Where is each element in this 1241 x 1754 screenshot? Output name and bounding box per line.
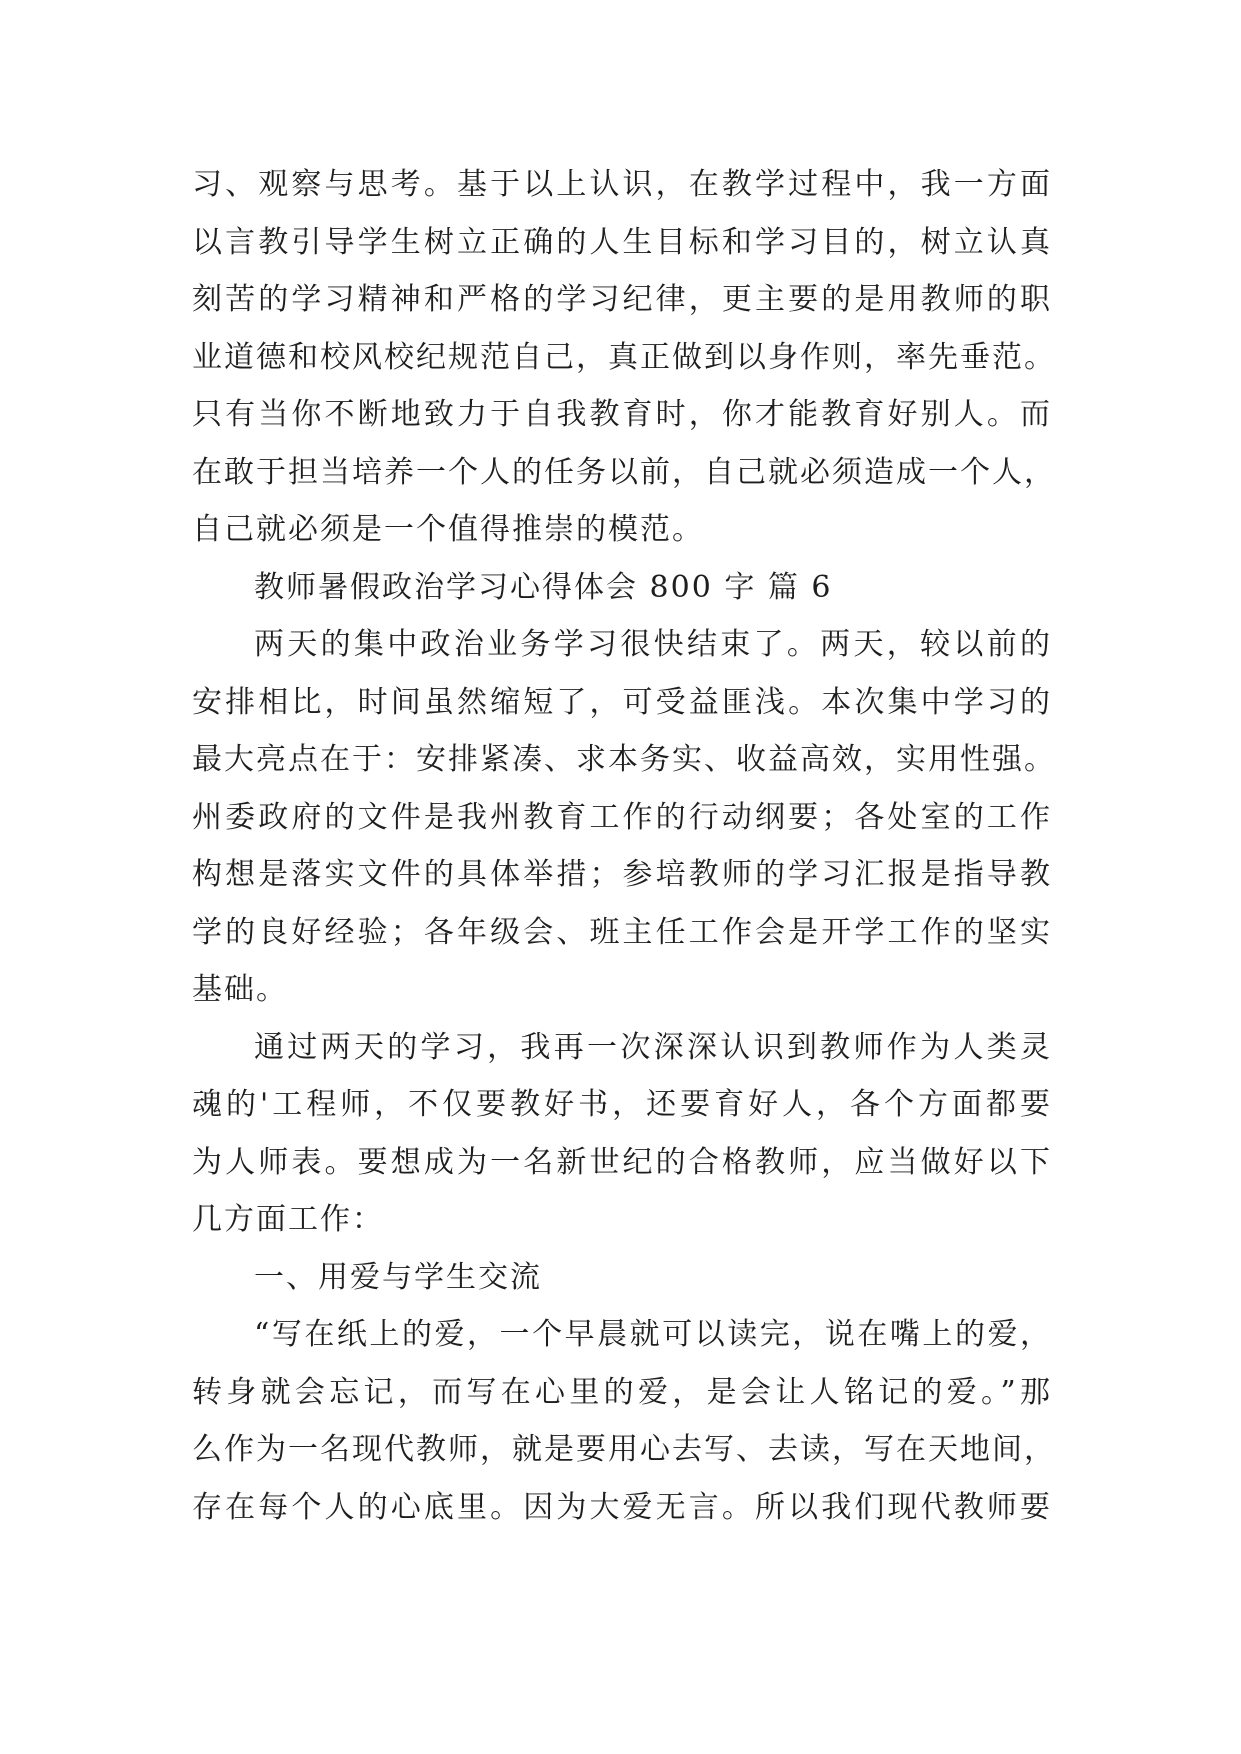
text-line: 安排相比，时间虽然缩短了，可受益匪浅。本次集中学习的 <box>192 684 1052 720</box>
text-line: 业道德和校风校纪规范自己，真正做到以身作则，率先垂范。 <box>192 339 1056 375</box>
text-line: 魂的'工程师，不仅要教好书，还要育好人，各个方面都要 <box>192 1087 1052 1122</box>
text-line: 州委政府的文件是我州教育工作的行动纲要；各处室的工作 <box>192 799 1052 835</box>
text-line: 刻苦的学习精神和严格的学习纪律，更主要的是用教师的职 <box>192 282 1052 317</box>
text-line: 存在每个人的心底里。因为大爱无言。所以我们现代教师要 <box>192 1489 1052 1525</box>
text-line: 转身就会忘记，而写在心里的爱，是会让人铭记的爱。”那 <box>192 1374 1052 1410</box>
text-line: 习、观察与思考。基于以上认识，在教学过程中，我一方面 <box>192 167 1052 202</box>
text-line: 学的良好经验；各年级会、班主任工作会是开学工作的坚实 <box>192 914 1052 950</box>
text-line: 在敢于担当培养一个人的任务以前，自己就必须造成一个人， <box>192 454 1056 490</box>
text-line: 自己就必须是一个值得推崇的模范。 <box>192 512 704 547</box>
text-line: “写在纸上的爱，一个早晨就可以读完，说在嘴上的爱， <box>254 1317 1052 1352</box>
text-line: 通过两天的学习，我再一次深深认识到教师作为人类灵 <box>254 1029 1052 1065</box>
document-body <box>192 156 1056 1536</box>
text-line: 两天的集中政治业务学习很快结束了。两天，较以前的 <box>254 627 1052 662</box>
text-line: 以言教引导学生树立正确的人生目标和学习目的，树立认真 <box>192 224 1052 260</box>
text-line: 为人师表。要想成为一名新世纪的合格教师，应当做好以下 <box>192 1144 1052 1180</box>
section-heading: 教师暑假政治学习心得体会 800 字 篇 6 <box>254 569 833 605</box>
text-line: 构想是落实文件的具体举措；参培教师的学习汇报是指导教 <box>192 857 1052 892</box>
text-line: 么作为一名现代教师，就是要用心去写、去读，写在天地间， <box>192 1432 1056 1467</box>
text-line: 最大亮点在于：安排紧凑、求本务实、收益高效，实用性强。 <box>192 742 1056 777</box>
text-line: 几方面工作： <box>192 1202 384 1237</box>
text-line: 基础。 <box>192 972 288 1007</box>
text-line: 只有当你不断地致力于自我教育时，你才能教育好别人。而 <box>192 397 1052 432</box>
subsection-heading: 一、用爱与学生交流 <box>254 1259 542 1295</box>
